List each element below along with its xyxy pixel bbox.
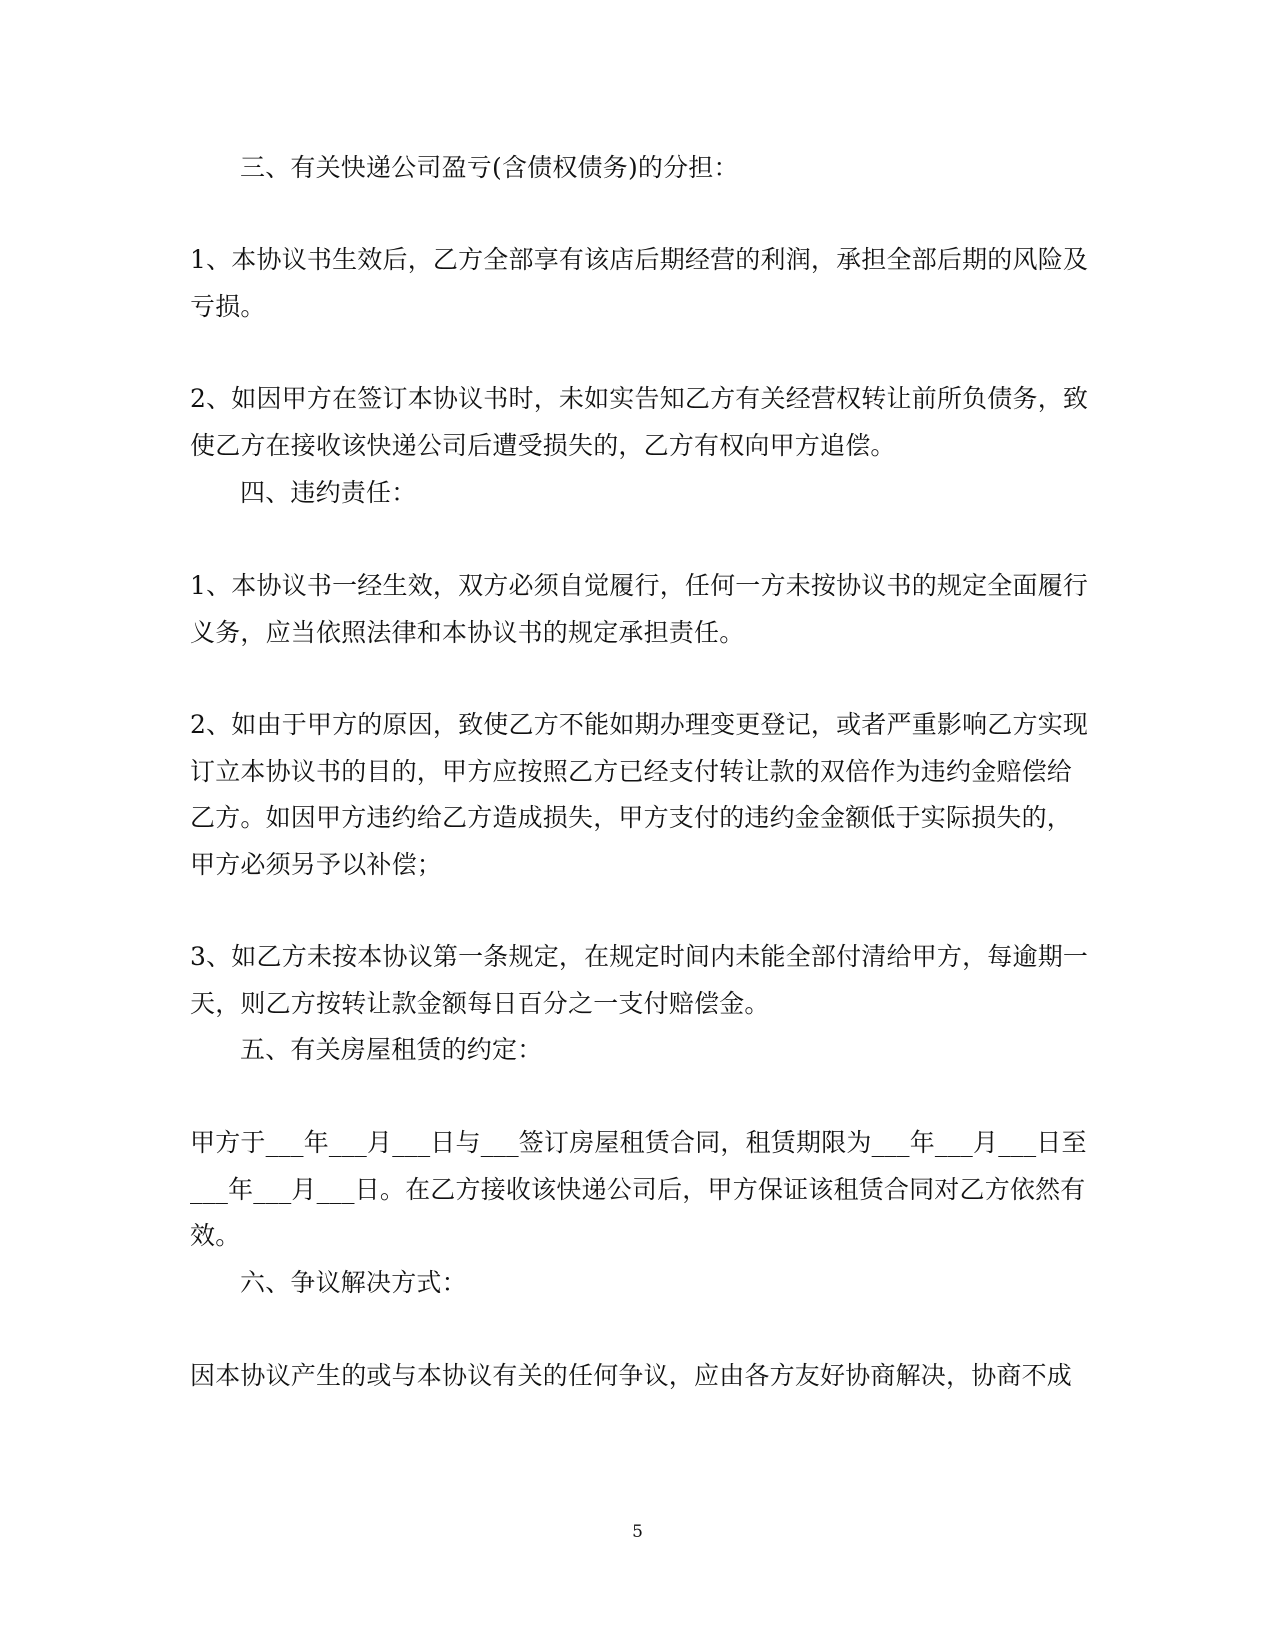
body-line: 乙方。如因甲方违约给乙方造成损失，甲方支付的违约金金额低于实际损失的， <box>190 803 1073 832</box>
section-heading-3: 三、有关快递公司盈亏(含债权债务)的分担： <box>240 153 739 182</box>
body-line: 甲方于___年___月___日与___签订房屋租赁合同，租赁期限为___年___月___日至 <box>190 1128 1087 1157</box>
body-line: 效。 <box>190 1221 241 1250</box>
section-heading-5: 五、有关房屋租赁的约定： <box>240 1035 543 1064</box>
body-line: 1、本协议书生效后，乙方全部享有该店后期经营的利润，承担全部后期的风险及 <box>190 245 1089 274</box>
body-line: 因本协议产生的或与本协议有关的任何争议，应由各方友好协商解决，协商不成 <box>190 1361 1073 1390</box>
body-line: 3、如乙方未按本协议第一条规定，在规定时间内未能全部付清给甲方，每逾期一 <box>190 942 1089 971</box>
body-line: 2、如由于甲方的原因，致使乙方不能如期办理变更登记，或者严重影响乙方实现 <box>190 710 1089 739</box>
body-line: ___年___月___日。在乙方接收该快递公司后，甲方保证该租赁合同对乙方依然有 <box>190 1175 1086 1204</box>
body-line: 亏损。 <box>190 292 266 321</box>
section-heading-6: 六、争议解决方式： <box>240 1268 467 1297</box>
body-line: 2、如因甲方在签订本协议书时，未如实告知乙方有关经营权转让前所负债务，致 <box>190 384 1089 413</box>
section-heading-4: 四、违约责任： <box>240 478 417 507</box>
body-line: 义务，应当依照法律和本协议书的规定承担责任。 <box>190 618 745 647</box>
body-line: 订立本协议书的目的，甲方应按照乙方已经支付转让款的双倍作为违约金赔偿给 <box>190 757 1073 786</box>
body-line: 使乙方在接收该快递公司后遭受损失的，乙方有权向甲方追偿。 <box>190 431 896 460</box>
page-number: 5 <box>632 1522 643 1542</box>
body-line: 1、本协议书一经生效，双方必须自觉履行，任何一方未按协议书的规定全面履行 <box>190 571 1089 600</box>
body-line: 天，则乙方按转让款金额每日百分之一支付赔偿金。 <box>190 989 770 1018</box>
body-line: 甲方必须另予以补偿； <box>190 850 443 879</box>
